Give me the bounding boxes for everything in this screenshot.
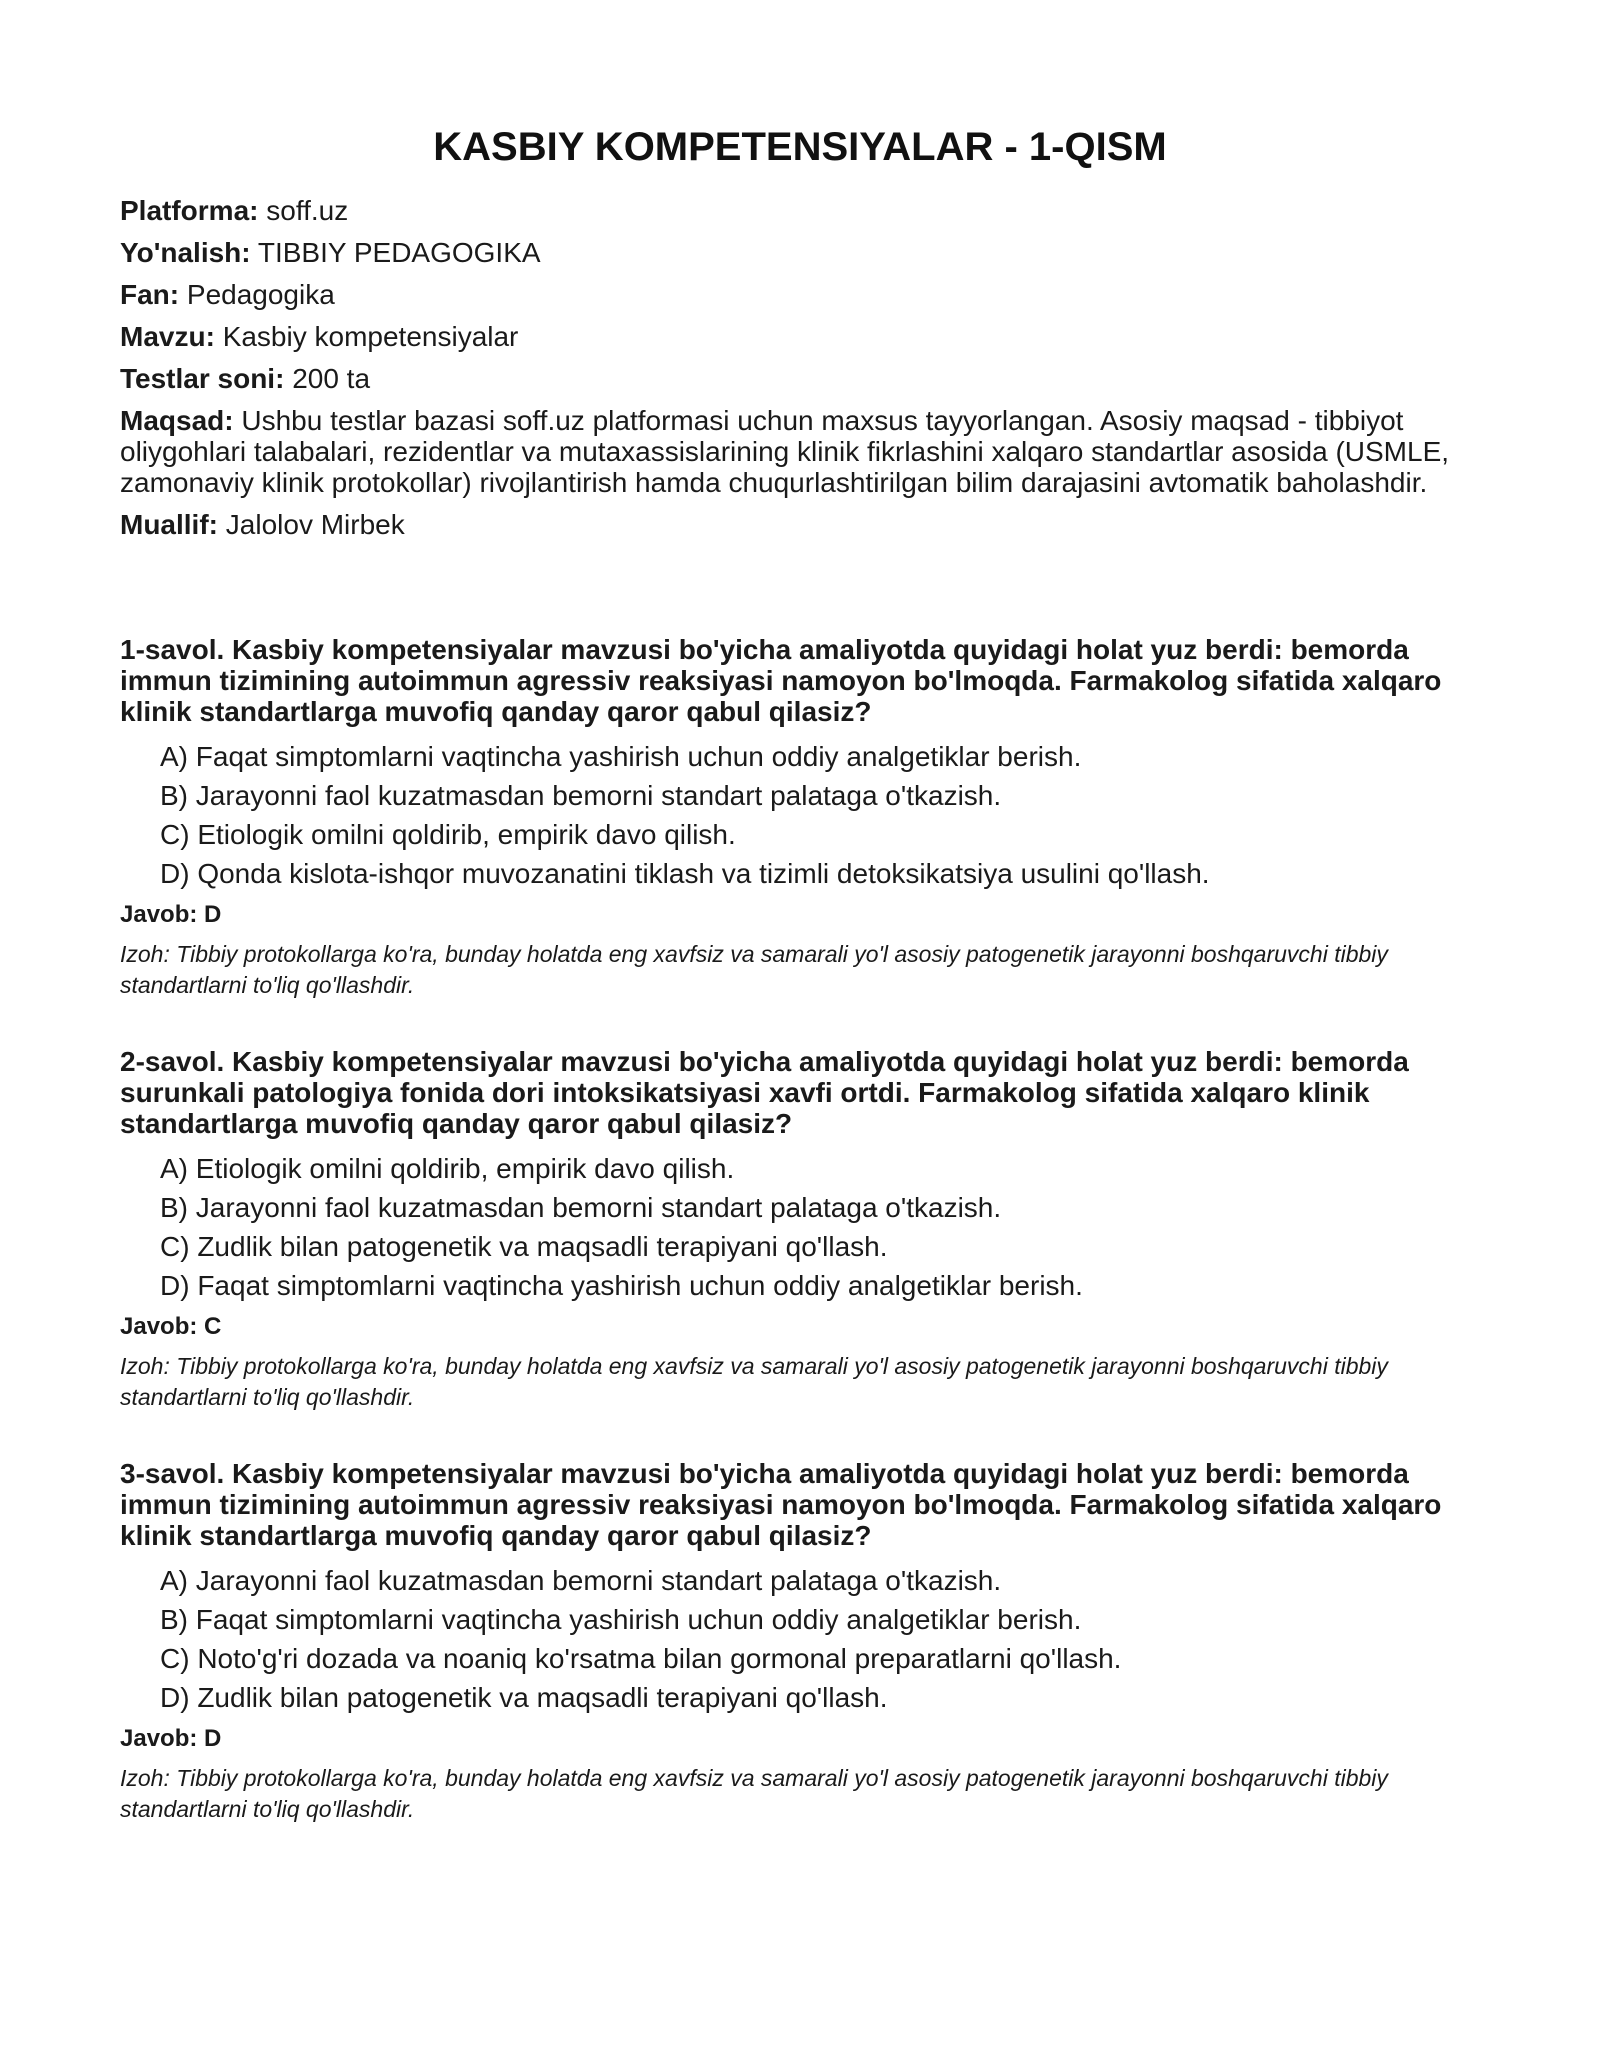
answer-label: Javob: D bbox=[120, 1725, 222, 1752]
option-c: C) Noto'g'ri dozada va noaniq ko'rsatma bilan gormonal preparatlarni qo'llash. bbox=[160, 1643, 1122, 1674]
option-c: C) Etiologik omilni qoldirib, empirik davo qilish. bbox=[160, 819, 736, 850]
option-d: D) Zudlik bilan patogenetik va maqsadli terapiyani qo'llash. bbox=[160, 1682, 888, 1713]
meta-row-maqsad bbox=[120, 405, 1480, 498]
option-d: D) Qonda kislota-ishqor muvozanatini tiklash va tizimli detoksikatsiya usulini qo'llash. bbox=[160, 858, 1210, 889]
option-b: B) Jarayonni faol kuzatmasdan bemorni standart palataga o'tkazish. bbox=[160, 780, 1002, 811]
meta-value: Kasbiy kompetensiyalar bbox=[222, 321, 519, 352]
meta-row-mavzu bbox=[120, 321, 1480, 352]
options-list bbox=[120, 1153, 1480, 1301]
question-text: 3-savol. Kasbiy kompetensiyalar mavzusi bo'yicha amaliyotda quyidagi holat yuz berdi: bemorda immun tizimining autoimmun agressiv reaksiyasi namoyon bo'lmoqda. Farmakolog sifatida xalqaro klinik standartlarga muvofiq qanday qaror qabul qilasiz? bbox=[120, 1458, 1442, 1551]
meta-key: Mavzu: bbox=[120, 321, 215, 352]
meta-row-testlar-soni bbox=[120, 363, 1480, 394]
meta-value: 200 ta bbox=[292, 363, 371, 394]
meta-key: Muallif: bbox=[120, 509, 218, 540]
explanation-note: Izoh: Tibbiy protokollarga ko'ra, bunday holatda eng xavfsiz va samarali yo'l asosiy patogenetik jarayonni boshqaruvchi tibbiy standartlarni to'liq qo'llashdir. bbox=[120, 941, 1388, 998]
meta-row-fan bbox=[120, 279, 1480, 310]
questions-list bbox=[120, 634, 1480, 1825]
meta-key: Testlar soni: bbox=[120, 363, 285, 394]
options-list bbox=[120, 741, 1480, 889]
answer-label: Javob: D bbox=[120, 901, 222, 928]
meta-value: soff.uz bbox=[266, 195, 349, 226]
meta-block bbox=[120, 195, 1480, 540]
options-list bbox=[120, 1565, 1480, 1713]
option-a: A) Etiologik omilni qoldirib, empirik davo qilish. bbox=[160, 1153, 735, 1184]
explanation-note: Izoh: Tibbiy protokollarga ko'ra, bunday holatda eng xavfsiz va samarali yo'l asosiy patogenetik jarayonni boshqaruvchi tibbiy standartlarni to'liq qo'llashdir. bbox=[120, 1353, 1388, 1410]
option-b: B) Jarayonni faol kuzatmasdan bemorni standart palataga o'tkazish. bbox=[160, 1192, 1002, 1223]
question-text: 1-savol. Kasbiy kompetensiyalar mavzusi bo'yicha amaliyotda quyidagi holat yuz berdi: bemorda immun tizimining autoimmun agressiv reaksiyasi namoyon bo'lmoqda. Farmakolog sifatida xalqaro klinik standartlarga muvofiq qanday qaror qabul qilasiz? bbox=[120, 634, 1442, 727]
meta-row-yonalish bbox=[120, 237, 1480, 268]
question-text: 2-savol. Kasbiy kompetensiyalar mavzusi bo'yicha amaliyotda quyidagi holat yuz berdi: bemorda surunkali patologiya fonida dori intoksikatsiyasi xavfi ortdi. Farmakolog sifatida xalqaro klinik standartlarga muvofiq qanday qaror qabul qilasiz? bbox=[120, 1046, 1409, 1139]
option-b: B) Faqat simptomlarni vaqtincha yashirish uchun oddiy analgetiklar berish. bbox=[160, 1604, 1082, 1635]
explanation-note: Izoh: Tibbiy protokollarga ko'ra, bunday holatda eng xavfsiz va samarali yo'l asosiy patogenetik jarayonni boshqaruvchi tibbiy standartlarni to'liq qo'llashdir. bbox=[120, 1765, 1388, 1822]
option-d: D) Faqat simptomlarni vaqtincha yashirish uchun oddiy analgetiklar berish. bbox=[160, 1270, 1083, 1301]
option-c: C) Zudlik bilan patogenetik va maqsadli terapiyani qo'llash. bbox=[160, 1231, 888, 1262]
meta-key: Yo'nalish: bbox=[120, 237, 251, 268]
meta-row-platforma bbox=[120, 195, 1480, 226]
meta-value: Ushbu testlar bazasi soff.uz platformasi uchun maxsus tayyorlangan. Asosiy maqsad - tibbiyot oliygohlari talabalari, rezidentlar va mutaxassislarining klinik fikrlashini xalqaro standartlar asosida (USMLE, zamonaviy klinik protokollar) rivojlantirish hamda chuqurlashtirilgan bilim darajasini avtomatik baholashdir. bbox=[120, 405, 1450, 498]
question-2 bbox=[120, 1046, 1480, 1413]
answer-label: Javob: C bbox=[120, 1313, 222, 1340]
meta-row-muallif bbox=[120, 509, 1480, 540]
question-3 bbox=[120, 1458, 1480, 1825]
meta-key: Maqsad: bbox=[120, 405, 234, 436]
meta-value: Pedagogika bbox=[186, 279, 335, 310]
page-title: KASBIY KOMPETENSIYALAR - 1-QISM bbox=[433, 125, 1167, 169]
meta-key: Platforma: bbox=[120, 195, 259, 226]
option-a: A) Faqat simptomlarni vaqtincha yashirish uchun oddiy analgetiklar berish. bbox=[160, 741, 1082, 772]
meta-value: Jalolov Mirbek bbox=[225, 509, 405, 540]
question-1 bbox=[120, 634, 1480, 1001]
option-a: A) Jarayonni faol kuzatmasdan bemorni standart palataga o'tkazish. bbox=[160, 1565, 1002, 1596]
meta-value: TIBBIY PEDAGOGIKA bbox=[257, 237, 541, 268]
meta-key: Fan: bbox=[120, 279, 180, 310]
